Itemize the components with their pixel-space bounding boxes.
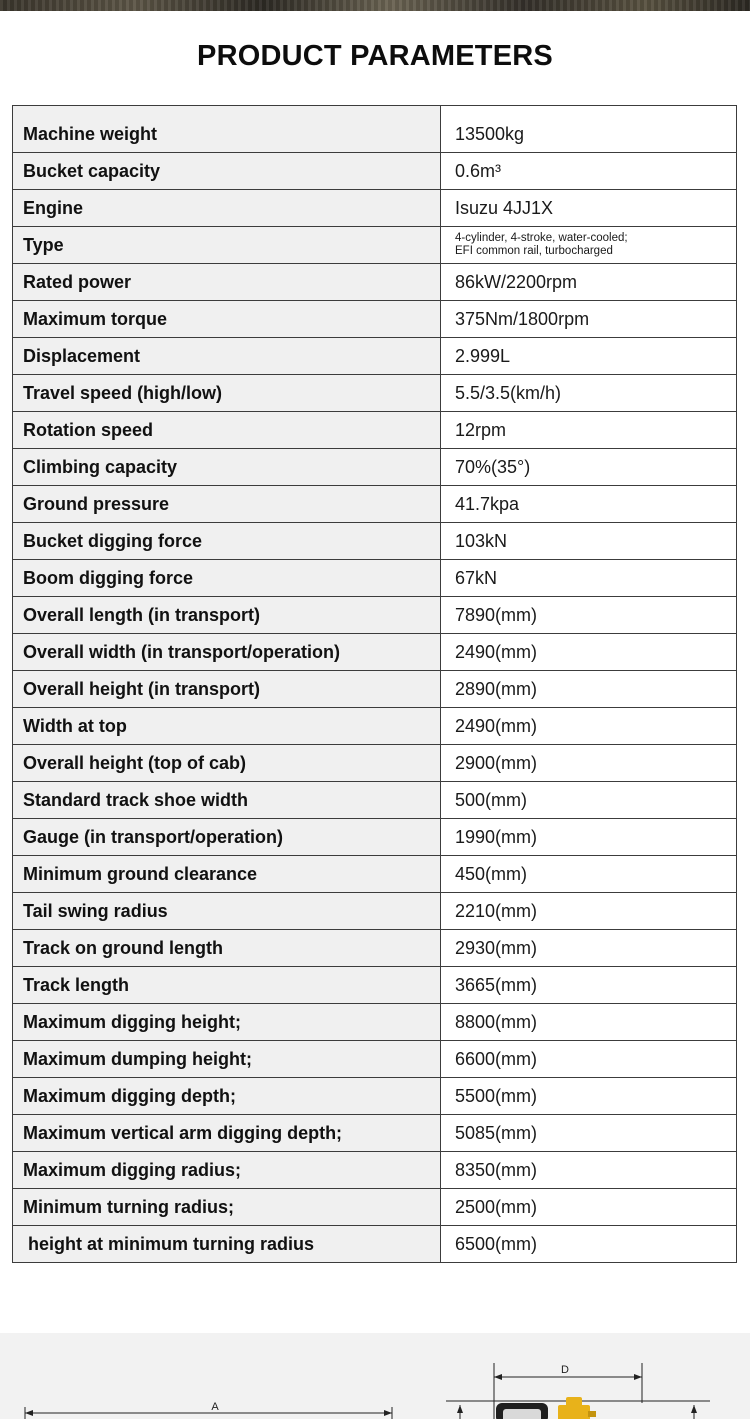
spec-param-label: Maximum torque — [13, 301, 441, 338]
spec-value: 12rpm — [441, 412, 737, 449]
spec-row — [13, 449, 737, 486]
spec-param-label: Travel speed (high/low) — [13, 375, 441, 412]
spec-row — [13, 856, 737, 893]
dimension-d-right-arrow — [634, 1374, 642, 1380]
dimension-d-left-arrow — [494, 1374, 502, 1380]
spec-value: 5.5/3.5(km/h) — [441, 375, 737, 412]
spec-param-label: Track length — [13, 967, 441, 1004]
spec-value: 2490(mm) — [441, 634, 737, 671]
spec-value: 67kN — [441, 560, 737, 597]
spec-value: 5500(mm) — [441, 1078, 737, 1115]
spec-param-label: Maximum digging depth; — [13, 1078, 441, 1115]
spec-param-label: Maximum digging radius; — [13, 1152, 441, 1189]
spec-row — [13, 671, 737, 708]
spec-row — [13, 523, 737, 560]
spec-row — [13, 893, 737, 930]
spec-row — [13, 819, 737, 856]
boom-detail-shape — [588, 1411, 596, 1417]
spec-row — [13, 338, 737, 375]
spec-param-label: Climbing capacity — [13, 449, 441, 486]
spec-param-label: Overall width (in transport/operation) — [13, 634, 441, 671]
dimension-d-label: D — [561, 1364, 569, 1376]
spec-row — [13, 375, 737, 412]
spec-value: 8350(mm) — [441, 1152, 737, 1189]
spec-row — [13, 301, 737, 338]
spec-value: 86kW/2200rpm — [441, 264, 737, 301]
spec-value: 103kN — [441, 523, 737, 560]
spec-value: 2900(mm) — [441, 745, 737, 782]
spec-param-label: Machine weight — [13, 106, 441, 153]
spec-param-label: height at minimum turning radius — [13, 1226, 441, 1263]
spec-param-label: Engine — [13, 190, 441, 227]
spec-param-label: Displacement — [13, 338, 441, 375]
spec-row — [13, 1226, 737, 1263]
dimension-a-label: A — [211, 1401, 219, 1413]
spec-row — [13, 153, 737, 190]
spec-param-label: Overall length (in transport) — [13, 597, 441, 634]
spec-row — [13, 264, 737, 301]
spec-row — [13, 634, 737, 671]
spec-value: 4-cylinder, 4-stroke, water-cooled; EFI common rail, turbocharged — [441, 227, 737, 264]
spec-table-body — [13, 106, 737, 1263]
spec-param-label: Tail swing radius — [13, 893, 441, 930]
spec-param-label: Standard track shoe width — [13, 782, 441, 819]
spec-row — [13, 1189, 737, 1226]
spec-row — [13, 967, 737, 1004]
boom-body-shape — [558, 1405, 590, 1419]
spec-param-label: Width at top — [13, 708, 441, 745]
header-photo-strip — [0, 0, 750, 11]
spec-param-label: Boom digging force — [13, 560, 441, 597]
spec-value: 2500(mm) — [441, 1189, 737, 1226]
dimension-a-right-arrow — [384, 1410, 392, 1416]
spec-value: 70%(35°) — [441, 449, 737, 486]
spec-value: Isuzu 4JJ1X — [441, 190, 737, 227]
spec-value: 2.999L — [441, 338, 737, 375]
spec-param-label: Type — [13, 227, 441, 264]
boom-top-shape — [566, 1397, 582, 1407]
spec-value: 375Nm/1800rpm — [441, 301, 737, 338]
spec-value: 2890(mm) — [441, 671, 737, 708]
spec-value: 6600(mm) — [441, 1041, 737, 1078]
spec-row — [13, 1152, 737, 1189]
spec-value: 450(mm) — [441, 856, 737, 893]
spec-value: 3665(mm) — [441, 967, 737, 1004]
spec-row — [13, 597, 737, 634]
spec-row — [13, 190, 737, 227]
spec-value: 0.6m³ — [441, 153, 737, 190]
spec-param-label: Track on ground length — [13, 930, 441, 967]
spec-row — [13, 1004, 737, 1041]
spec-value: 41.7kpa — [441, 486, 737, 523]
spec-value: 13500kg — [441, 106, 737, 153]
spec-row — [13, 745, 737, 782]
left-height-arrow — [457, 1405, 463, 1413]
spec-param-label: Bucket capacity — [13, 153, 441, 190]
spec-row — [13, 782, 737, 819]
spec-param-label: Rated power — [13, 264, 441, 301]
cab-window-shape — [503, 1409, 541, 1419]
spec-param-label: Minimum ground clearance — [13, 856, 441, 893]
spec-param-label: Maximum digging height; — [13, 1004, 441, 1041]
dimension-a-left-arrow — [25, 1410, 33, 1416]
spec-row — [13, 1115, 737, 1152]
spec-row — [13, 560, 737, 597]
spec-row — [13, 486, 737, 523]
spec-value: 2930(mm) — [441, 930, 737, 967]
spec-param-label: Overall height (in transport) — [13, 671, 441, 708]
dimension-diagram-svg — [0, 1333, 750, 1419]
spec-value: 5085(mm) — [441, 1115, 737, 1152]
spec-param-label: Rotation speed — [13, 412, 441, 449]
spec-param-label: Bucket digging force — [13, 523, 441, 560]
spec-value: 1990(mm) — [441, 819, 737, 856]
spec-row — [13, 227, 737, 264]
spec-value: 8800(mm) — [441, 1004, 737, 1041]
spec-row — [13, 1041, 737, 1078]
spec-value: 6500(mm) — [441, 1226, 737, 1263]
spec-param-label: Gauge (in transport/operation) — [13, 819, 441, 856]
spec-row — [13, 930, 737, 967]
dimension-diagram — [0, 1333, 750, 1419]
page-title: PRODUCT PARAMETERS — [197, 40, 553, 72]
spec-table — [12, 105, 737, 1263]
spec-row — [13, 412, 737, 449]
spec-param-label: Overall height (top of cab) — [13, 745, 441, 782]
spec-value: 500(mm) — [441, 782, 737, 819]
spec-param-label: Ground pressure — [13, 486, 441, 523]
spec-param-label: Minimum turning radius; — [13, 1189, 441, 1226]
spec-param-label: Maximum vertical arm digging depth; — [13, 1115, 441, 1152]
spec-row — [13, 708, 737, 745]
spec-row — [13, 106, 737, 153]
spec-value: 2210(mm) — [441, 893, 737, 930]
spec-param-label: Maximum dumping height; — [13, 1041, 441, 1078]
spec-value: 7890(mm) — [441, 597, 737, 634]
right-height-arrow — [691, 1405, 697, 1413]
spec-value: 2490(mm) — [441, 708, 737, 745]
spec-row — [13, 1078, 737, 1115]
